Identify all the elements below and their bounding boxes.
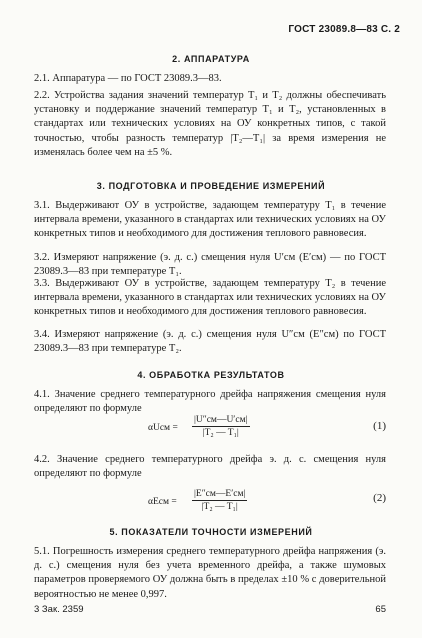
page-header: ГОСТ 23089.8—83 С. 2 [288, 24, 400, 35]
paragraph-3-2: 3.2. Измеряют напряжение (э. д. с.) смещения нуля U′см (E′см) — по ГОСТ 23089.3—83 при температуре T₁. [34, 252, 386, 278]
paragraph-4-2: 4.2. Значение среднего температурного дрейфа э. д. с. смещения нуля определяют по формуле [34, 454, 386, 480]
paragraph-2-1: 2.1. Аппаратура — по ГОСТ 23089.3—83. [34, 73, 222, 84]
section-3-heading: 3. ПОДГОТОВКА И ПРОВЕДЕНИЕ ИЗМЕРЕНИЙ [96, 181, 326, 191]
equation-number-2: (2) [373, 492, 386, 504]
formula-1-numerator: |U″см—U′см| [194, 415, 248, 425]
formula-1-fraction [192, 414, 250, 439]
page-number: 65 [375, 604, 386, 615]
paragraph-5-1: 5.1. Погрешность измерения среднего температурного дрейфа напряжения (э. д. с.) смещения нуля без учета временного дрейфа, а также шумовых параметров проверяемого ОУ должна быть в пределах ±10 % с доверительной вероятностью не менее 0,997. [34, 546, 386, 600]
footer-order-number: 3 Зак. 2359 [34, 604, 84, 615]
formula-2-fraction [192, 488, 247, 513]
formula-2-numerator: |E″см—E′см| [194, 489, 246, 499]
paragraph-3-1: 3.1. Выдерживают ОУ в устройстве, задающем температуру T₁ в течение интервала времени, указанного в стандартах или технических условиях на ОУ конкретных типов и необходимого для достижения теплового равновесия. [34, 200, 386, 240]
formula-1-denominator: |T₂ — T₁| [202, 428, 239, 438]
formula-2-denominator: |T₂ — T₁| [201, 502, 238, 512]
equation-number-1: (1) [373, 420, 386, 432]
paragraph-2-2: 2.2. Устройства задания значений температур T₁ и T₂ должны обеспечивать установку и поддержание значений температур T₁ и T₂, установленных в стандартах или технических условиях на ОУ конкретных типов, с такой точностью, чтобы разность температур |T₂—T₁| за время измерения не изменялась более чем на ±5 %. [34, 90, 386, 158]
paragraph-3-4: 3.4. Измеряют напряжение (э. д. с.) смещения нуля U″см (E″см) по ГОСТ 23089.3—83 при температуре T₂. [34, 329, 386, 355]
formula-2-lhs: αEсм = [148, 497, 177, 507]
section-5-heading: 5. ПОКАЗАТЕЛИ ТОЧНОСТИ ИЗМЕРЕНИЙ [109, 527, 313, 537]
paragraph-3-3: 3.3. Выдерживают ОУ в устройстве, задающем температуру T₂ в течение интервала времени, указанного в стандартах или технических условиях на ОУ конкретных типов и необходимого для достижения теплового равновесия. [34, 278, 386, 318]
paragraph-4-1: 4.1. Значение среднего температурного дрейфа напряжения смещения нуля определяют по формуле [34, 389, 386, 415]
section-4-heading: 4. ОБРАБОТКА РЕЗУЛЬТАТОВ [137, 370, 285, 380]
section-2-heading: 2. АППАРАТУРА [172, 54, 250, 64]
formula-1-lhs: αUсм = [148, 423, 178, 433]
